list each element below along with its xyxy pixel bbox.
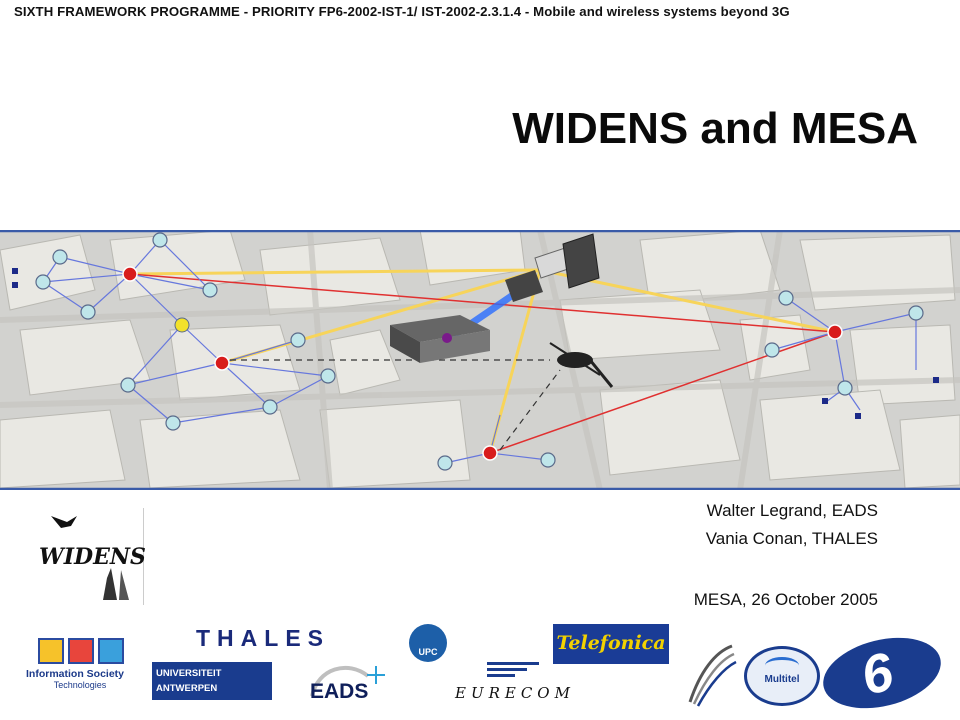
widens-logo xyxy=(33,508,144,605)
ist-logo xyxy=(26,638,134,698)
ist-icon-3 xyxy=(98,638,124,664)
eurecom-logo-text: EURECOM xyxy=(455,684,575,702)
partner-swirl-logo xyxy=(680,642,738,708)
widens-logo-text: WIDENS xyxy=(39,544,146,570)
authors-block xyxy=(706,497,878,553)
author-2: Vania Conan, THALES xyxy=(705,529,878,548)
ist-icon-2 xyxy=(68,638,94,664)
eurecom-logo xyxy=(455,662,573,702)
multitel-logo xyxy=(744,646,820,706)
fp6-logo xyxy=(816,626,948,719)
ist-icon-1 xyxy=(38,638,64,664)
network-map-illustration xyxy=(0,230,960,490)
programme-header: SIXTH FRAMEWORK PROGRAMME - PRIORITY FP6-2002-IST-1/ IST-2002-2.3.1.4 - Mobile and wireless systems beyond 3G xyxy=(14,4,790,19)
upc-logo xyxy=(409,624,447,662)
ua-line1: UNIVERSITEIT xyxy=(156,668,222,679)
eads-logo xyxy=(308,658,388,714)
telefonica-logo xyxy=(553,624,669,664)
eurecom-stripes xyxy=(487,662,539,677)
author-1: Walter Legrand, EADS xyxy=(706,501,878,520)
fp6-logo-text: 6 xyxy=(855,641,900,707)
yellow-node xyxy=(175,318,189,332)
multitel-wave-icon xyxy=(765,657,799,674)
event-date: MESA, 26 October 2005 xyxy=(693,590,878,609)
telefonica-logo-text: Telefonica xyxy=(556,632,666,654)
ua-line2: ANTWERPEN xyxy=(156,683,218,694)
upc-logo-text: UPC xyxy=(418,647,438,657)
ist-line1: Information Society xyxy=(26,668,125,680)
eads-logo-text: EADS xyxy=(310,680,369,703)
thales-logo: THALES xyxy=(196,625,330,651)
multitel-logo-text: Multitel xyxy=(764,674,800,685)
ist-line2: Technologies xyxy=(53,680,107,690)
slide-title: WIDENS and MESA xyxy=(512,104,918,153)
universiteit-antwerpen-logo xyxy=(152,662,272,700)
